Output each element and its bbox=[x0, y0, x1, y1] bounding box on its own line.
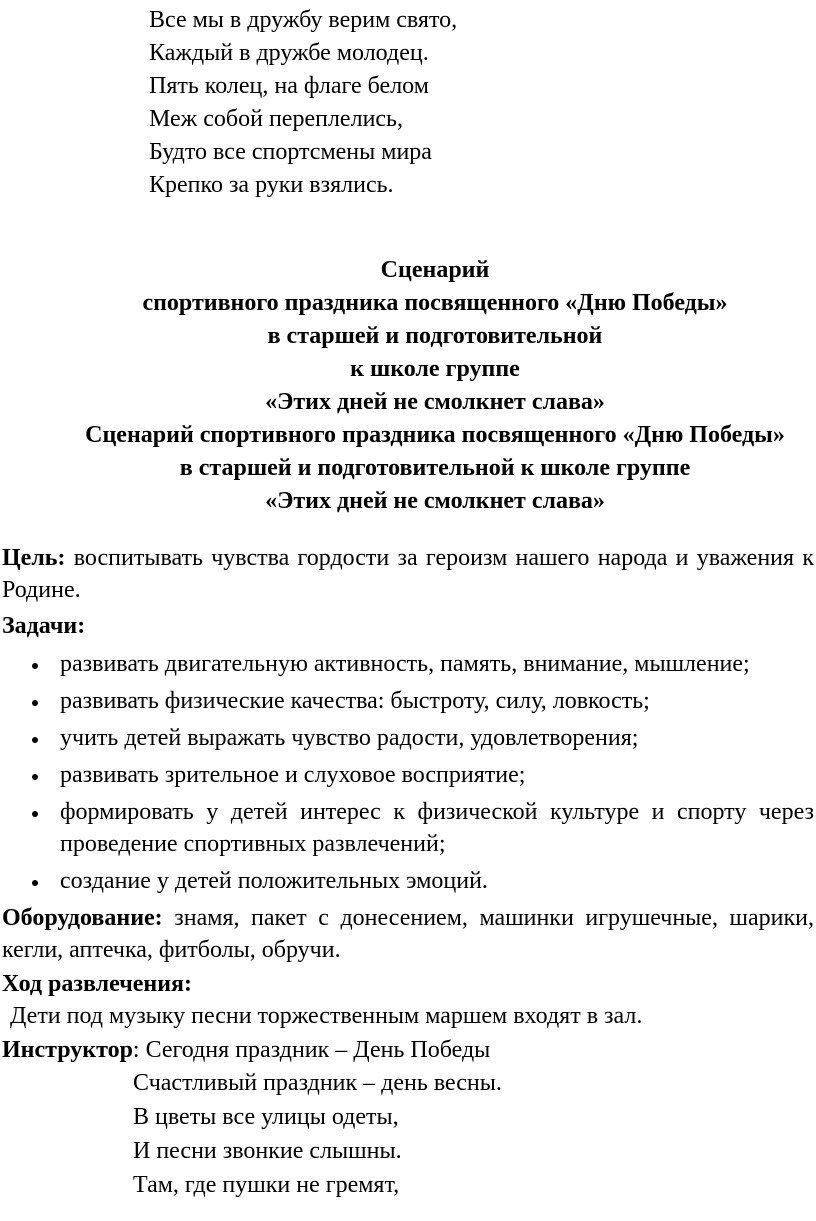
list-item: развивать зрительное и слуховое восприятие; bbox=[60, 759, 814, 791]
list-item: развивать физические качества: быстроту, силу, ловкость; bbox=[60, 685, 814, 717]
poem-line: В цветы все улицы одеты, bbox=[133, 1104, 399, 1130]
title-line: Сценарий bbox=[380, 257, 490, 283]
title-line: в старшей и подготовительной к школе группе bbox=[179, 455, 691, 481]
opening-poem bbox=[149, 4, 457, 202]
list-item: создание у детей положительных эмоций. bbox=[60, 865, 814, 897]
list-item: развивать двигательную активность, память, внимание, мышление; bbox=[60, 648, 814, 680]
poem-line: Будто все спортсмены мира bbox=[149, 139, 432, 165]
poem-line: Крепко за руки взялись. bbox=[149, 172, 394, 198]
instructor-text: : Сегодня праздник – День Победы bbox=[132, 1037, 491, 1063]
course-heading bbox=[2, 968, 814, 1000]
goal-label: Цель: bbox=[2, 545, 66, 571]
poem-line: Каждый в дружбе молодец. bbox=[149, 40, 429, 66]
tasks-heading bbox=[2, 610, 814, 642]
equipment-paragraph bbox=[2, 902, 814, 966]
title-line: Сценарий спортивного праздника посвященного «Дню Победы» bbox=[85, 422, 785, 448]
instructor-label: Инструктор bbox=[2, 1037, 133, 1063]
poem-line: Все мы в дружбу верим свято, bbox=[149, 7, 458, 33]
tasks-list bbox=[2, 648, 814, 897]
equipment-text: знамя, пакет с донесением, машинки игрушечные, шарики, кегли, аптечка, фитболы, обручи. bbox=[2, 905, 814, 963]
title-line: спортивного праздника посвященного «Дню Победы» bbox=[142, 290, 728, 316]
poem-line: Пять колец, на флаге белом bbox=[149, 73, 429, 99]
instructor-line bbox=[2, 1034, 814, 1066]
title-line: «Этих дней не смолкнет слава» bbox=[265, 389, 605, 415]
scenario-title-block bbox=[40, 254, 816, 518]
goal-paragraph bbox=[2, 542, 814, 606]
course-label: Ход развлечения: bbox=[2, 971, 193, 997]
poem-line: Счастливый праздник – день весны. bbox=[133, 1070, 502, 1096]
title-line: «Этих дней не смолкнет слава» bbox=[265, 488, 605, 514]
title-line: к школе группе bbox=[350, 356, 520, 382]
poem-line: Там, где пушки не гремят, bbox=[133, 1172, 400, 1198]
equipment-label: Оборудование: bbox=[2, 905, 163, 931]
poem-line: Меж собой переплелись, bbox=[149, 106, 404, 132]
course-text: Дети под музыку песни торжественным маршем входят в зал. bbox=[10, 1003, 643, 1029]
tasks-label: Задачи: bbox=[2, 613, 86, 639]
list-item: учить детей выражать чувство радости, удовлетворения; bbox=[60, 722, 814, 754]
document-body bbox=[2, 542, 814, 1202]
instructor-poem bbox=[2, 1067, 814, 1202]
title-line: в старшей и подготовительной bbox=[267, 323, 603, 349]
goal-text: воспитывать чувства гордости за героизм нашего народа и уважения к Родине. bbox=[2, 545, 814, 603]
list-item: формировать у детей интерес к физической культуре и спорту через проведение спортивных развлечений; bbox=[60, 796, 814, 860]
poem-line: И песни звонкие слышны. bbox=[133, 1138, 402, 1164]
